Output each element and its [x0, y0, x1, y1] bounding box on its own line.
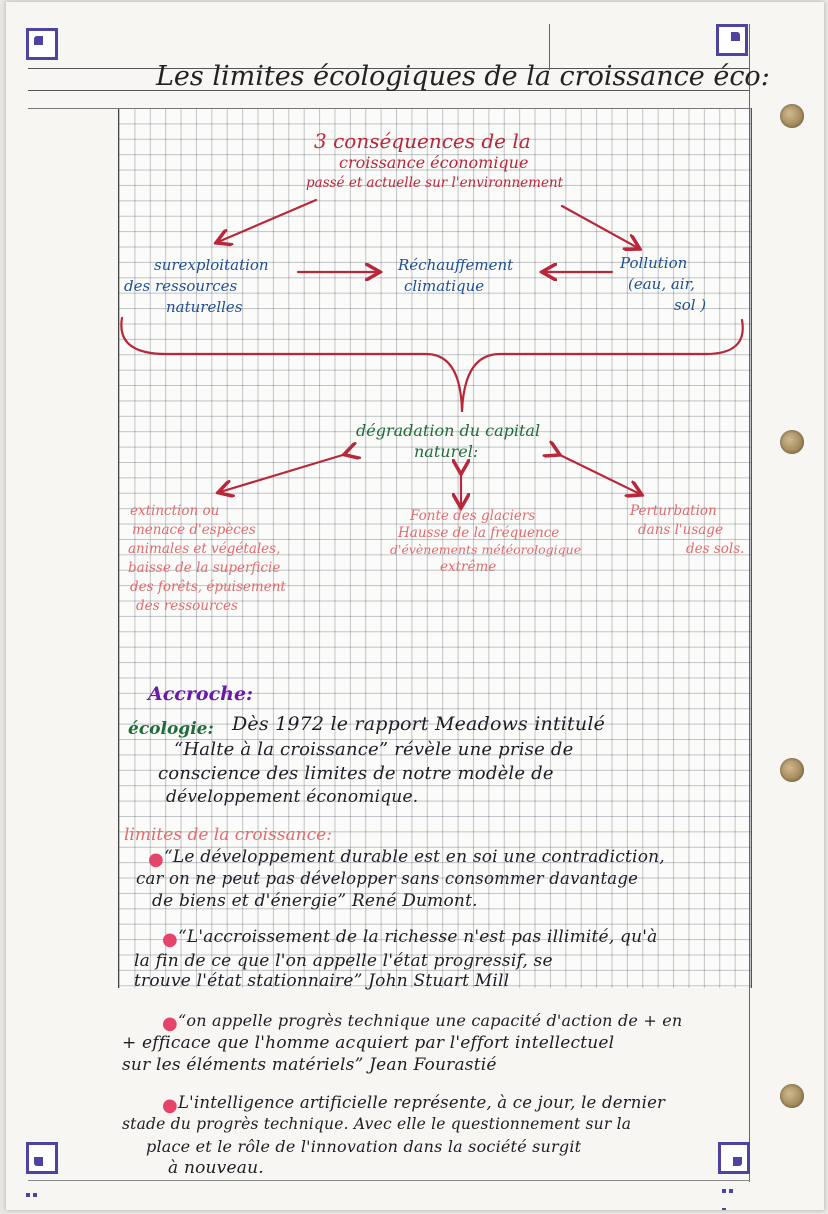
quote-fourastie: sur les éléments matériels” Jean Fourastié [122, 1055, 497, 1075]
node-surexploitation: des ressources [124, 277, 238, 295]
effect-extinction: extinction ou [130, 503, 220, 519]
quote-fourastie: + efficace que l'homme acquiert par l'effort intellectuel [122, 1033, 615, 1053]
bullet-icon: ● [162, 1013, 178, 1034]
diagram-heading-line3: passé et actuelle sur l'environnement [306, 175, 564, 191]
ai-paragraph: L'intelligence artificielle représente, à ce jour, le dernier [178, 1093, 666, 1112]
diagram-heading-line2: croissance économique [339, 153, 529, 172]
quote-dumont: car on ne peut pas développer sans consommer davantage [136, 869, 639, 888]
effect-extinction: des forêts, épuisement [130, 579, 286, 595]
notebook-page [6, 2, 824, 1210]
node-pollution: (eau, air, [628, 275, 695, 293]
quote-mill: “L'accroissement de la richesse n'est pas illimité, qu'à [178, 927, 658, 947]
effect-extinction: des ressources [136, 598, 238, 614]
bullet-icon: ● [148, 849, 164, 870]
ai-paragraph: stade du progrès technique. Avec elle le questionnement sur la [122, 1115, 632, 1133]
limits-heading: limites de la croissance: [124, 825, 332, 845]
quote-mill: la fin de ce que l'on appelle l'état progressif, se [134, 951, 553, 971]
page-title: Les limites écologiques de la croissance éco: [156, 61, 770, 92]
quote-dumont: de biens et d'énergie” René Dumont. [152, 891, 478, 911]
node-degradation: naturel: [414, 442, 479, 461]
ecology-text: conscience des limites de notre modèle de [158, 763, 554, 784]
ai-paragraph: à nouveau. [168, 1158, 264, 1178]
ecology-text: Dès 1972 le rapport Meadows intitulé [232, 713, 606, 735]
bullet-icon: ● [162, 929, 178, 950]
effect-glaciers: extrême [440, 559, 497, 575]
node-pollution: Pollution [620, 254, 688, 272]
quote-dumont: “Le développement durable est en soi une contradiction, [164, 847, 665, 867]
node-rechauffement: climatique [404, 277, 485, 295]
ecology-text: développement économique. [166, 787, 419, 807]
effect-perturbation: Perturbation [630, 503, 717, 519]
ecology-text: “Halte à la croissance” révèle une prise de [174, 739, 574, 760]
effect-extinction: menace d'espèces [132, 522, 256, 538]
ai-paragraph: place et le rôle de l'innovation dans la société surgit [146, 1137, 582, 1156]
effect-extinction: animales et végétales, [128, 541, 281, 557]
node-degradation: dégradation du capital [356, 421, 541, 440]
effect-extinction: baisse de la superficie [128, 560, 281, 576]
hook-heading: Accroche: [148, 683, 254, 705]
diagram-heading-line1: 3 conséquences de la [314, 129, 531, 153]
node-rechauffement: Réchauffement [398, 256, 514, 274]
quote-fourastie: “on appelle progrès technique une capacité d'action de + en [178, 1011, 683, 1030]
effect-glaciers: Fonte des glaciers [410, 508, 536, 524]
node-surexploitation: naturelles [166, 298, 243, 316]
effect-glaciers: Hausse de la fréquence [398, 525, 560, 541]
node-surexploitation: surexploitation [154, 256, 269, 274]
bullet-icon: ● [162, 1095, 178, 1116]
quote-mill: trouve l'état stationnaire” John Stuart Mill [134, 971, 510, 991]
node-pollution: sol ) [674, 296, 707, 314]
effect-perturbation: dans l'usage [638, 522, 723, 538]
effect-glaciers: d'évènements météorologique [390, 542, 582, 557]
effect-perturbation: des sols. [686, 541, 745, 557]
ecology-label: écologie: [128, 719, 214, 739]
